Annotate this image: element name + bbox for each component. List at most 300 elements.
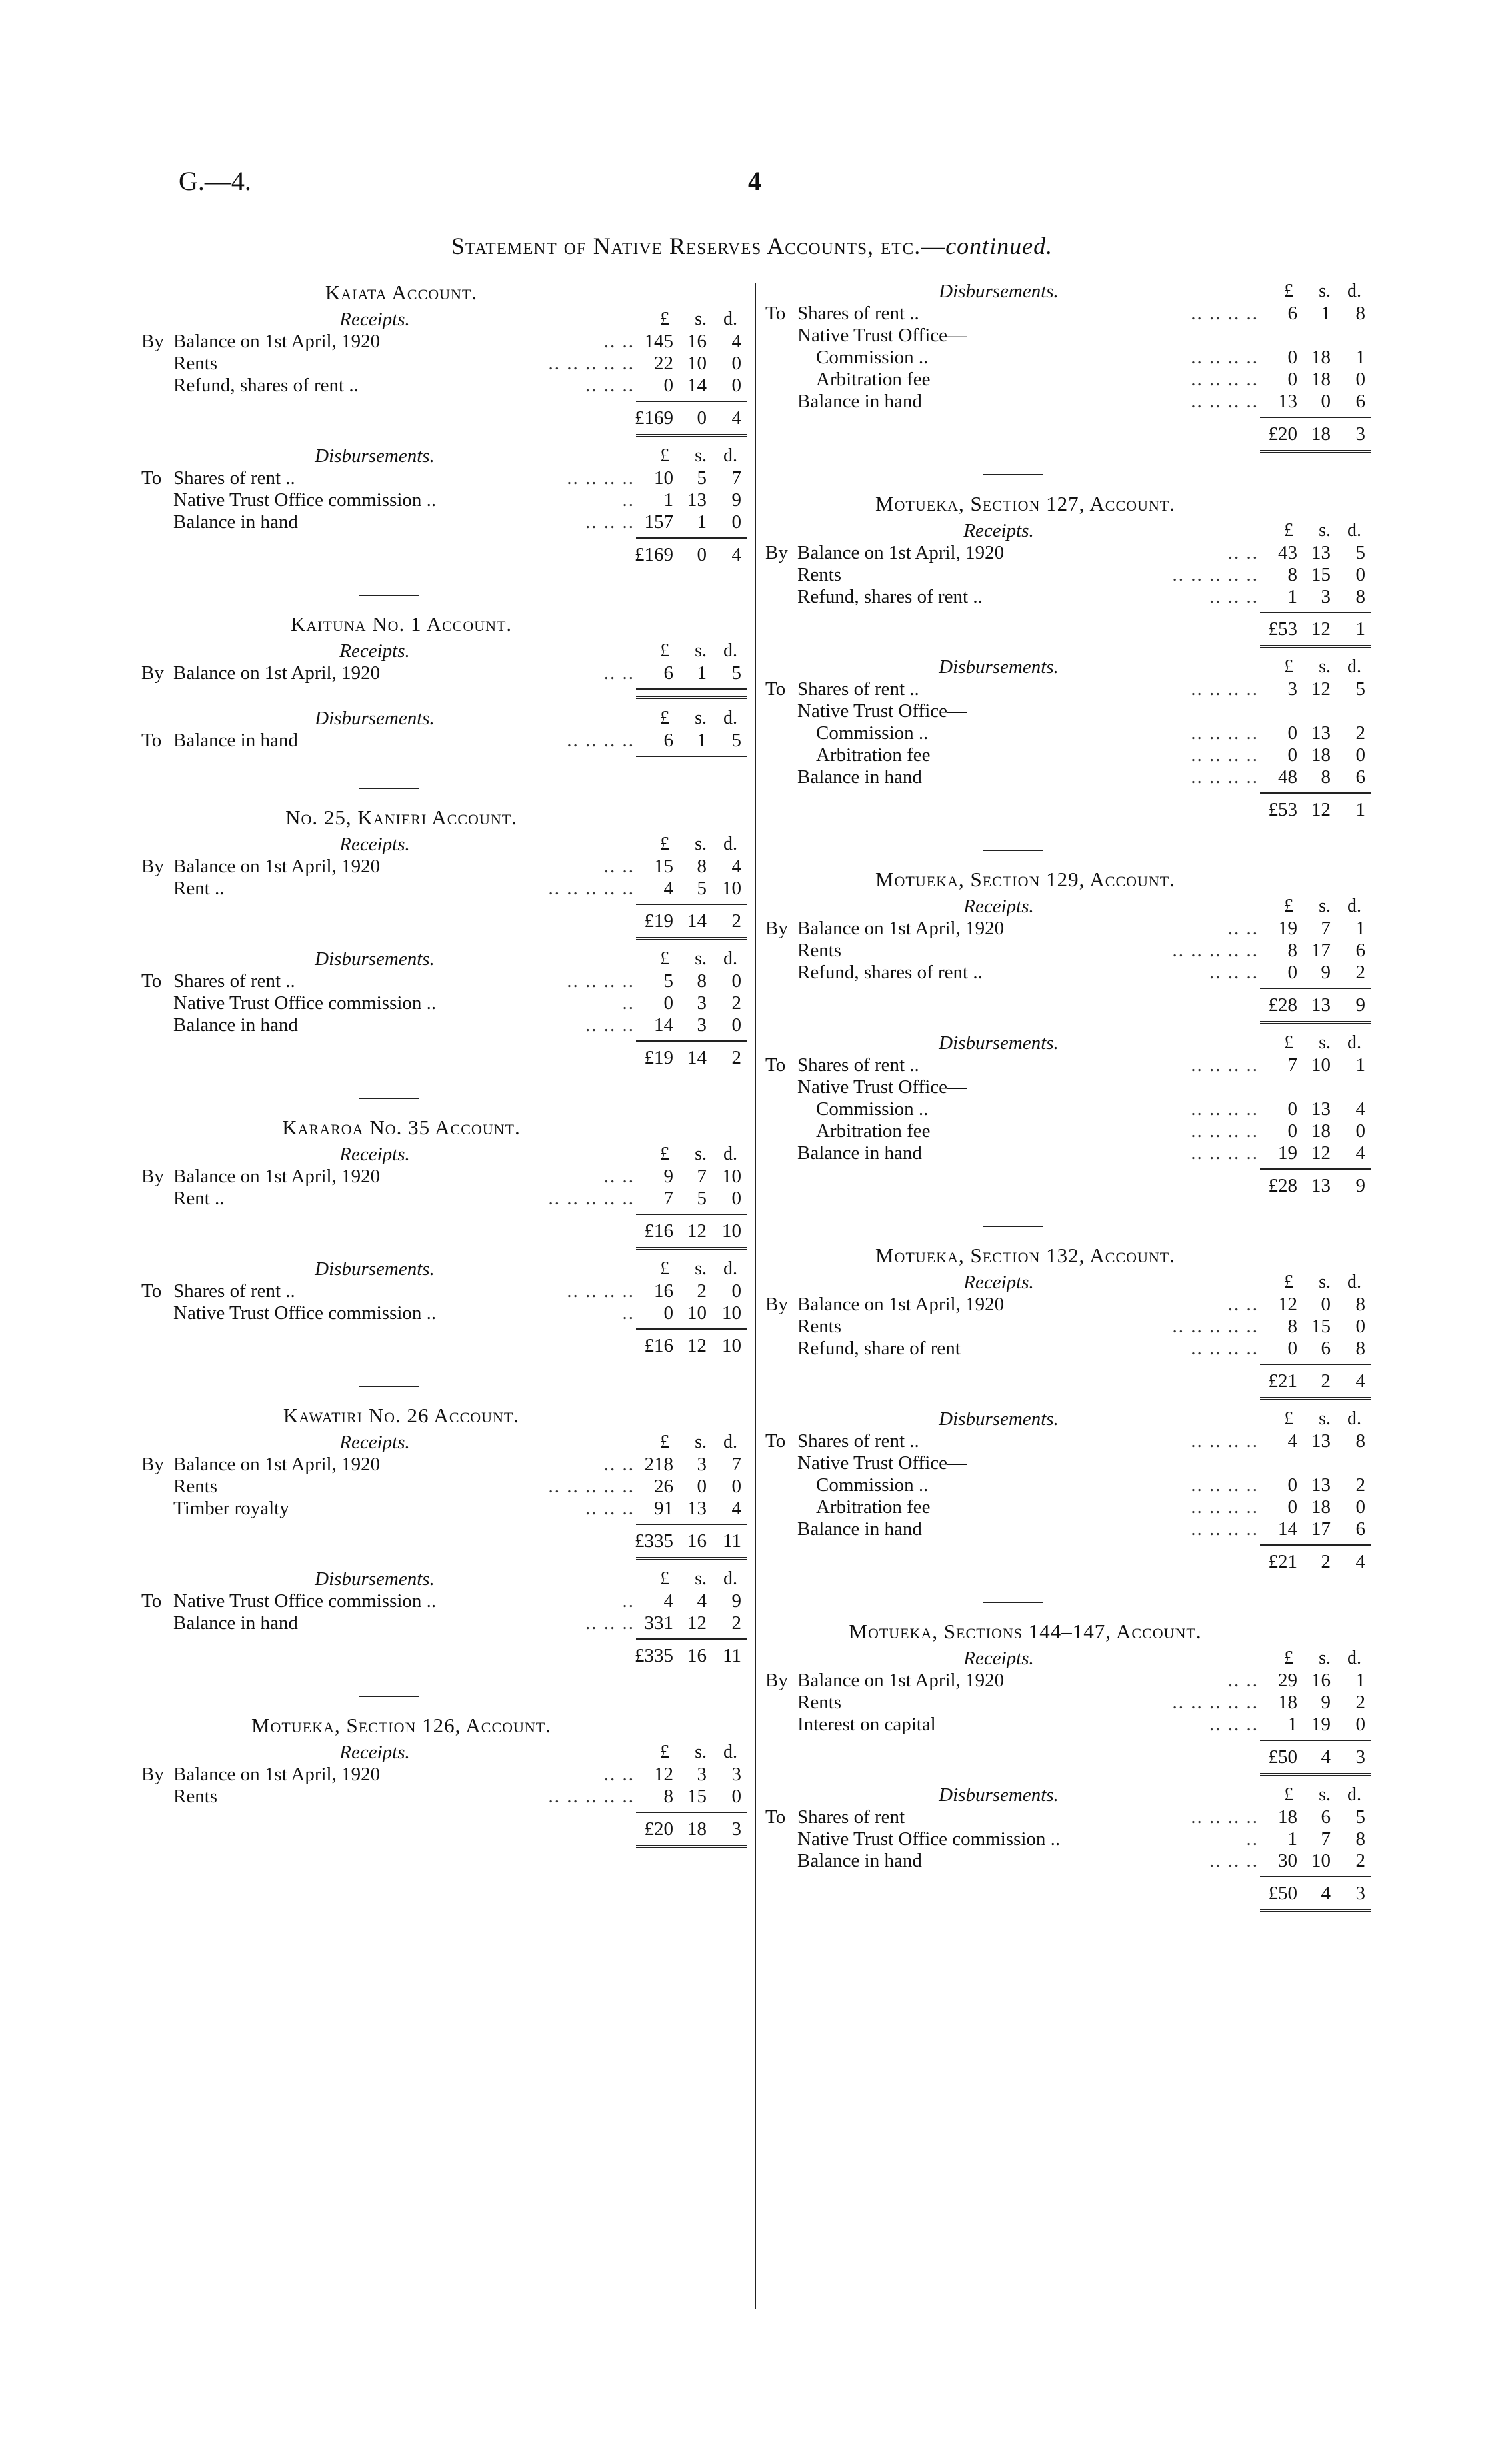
row-amount bbox=[1259, 766, 1367, 788]
row-amount-s: 15 bbox=[687, 1786, 707, 1807]
total-amount-s: 18 bbox=[687, 1818, 707, 1840]
total-amount-s: 18 bbox=[1311, 423, 1331, 445]
shilling-label: s. bbox=[1319, 1784, 1331, 1805]
row-amount-p: 19 bbox=[1278, 918, 1297, 939]
row-description: Native Trust Office— bbox=[797, 1452, 967, 1474]
total-amount-s: 13 bbox=[1311, 1175, 1331, 1196]
ledger-row bbox=[765, 564, 1372, 586]
row-description: Balance on 1st April, 1920 bbox=[797, 1670, 1005, 1691]
row-amount-p: 0 bbox=[1287, 1120, 1297, 1142]
total-amount bbox=[1259, 1551, 1367, 1573]
row-amount-d: 0 bbox=[731, 511, 741, 533]
total-rule bbox=[636, 1524, 747, 1525]
row-amount bbox=[1259, 1338, 1367, 1360]
total-rule bbox=[636, 1040, 747, 1042]
row-prefix: By bbox=[141, 1764, 164, 1785]
total-rule bbox=[636, 1328, 747, 1330]
total-amount-d: 1 bbox=[1355, 618, 1365, 640]
row-description: Arbitration fee bbox=[816, 369, 931, 390]
ledger-row bbox=[765, 1142, 1372, 1164]
row-amount-d: 4 bbox=[1355, 1098, 1365, 1120]
total-double-rule bbox=[1260, 1397, 1371, 1400]
ledger-row bbox=[765, 325, 1372, 347]
leader-dots: .. .. .. .. bbox=[1191, 347, 1259, 368]
pence-label: d. bbox=[723, 309, 737, 329]
total-amount bbox=[635, 910, 743, 932]
shilling-label: s. bbox=[1319, 1032, 1331, 1053]
row-amount-d: 5 bbox=[1355, 1806, 1365, 1828]
row-amount-p: 18 bbox=[1278, 1806, 1297, 1828]
account-block bbox=[141, 612, 748, 768]
ledger-row bbox=[765, 1430, 1372, 1452]
row-amount-p: 8 bbox=[1287, 564, 1297, 585]
shilling-label: s. bbox=[1319, 281, 1331, 301]
section-heading bbox=[765, 1784, 1372, 1806]
section-label: Receipts. bbox=[963, 1648, 1034, 1669]
account-title: Motueka, Sections 144–147, Account. bbox=[849, 1620, 1202, 1643]
total-amount bbox=[635, 1645, 743, 1667]
row-amount-s: 5 bbox=[697, 467, 707, 489]
shilling-label: s. bbox=[1319, 1408, 1331, 1429]
account-section bbox=[765, 1271, 1372, 1401]
row-description: Balance in hand bbox=[797, 1142, 922, 1164]
section-label: Receipts. bbox=[339, 1144, 410, 1165]
row-amount bbox=[1259, 722, 1367, 744]
leader-dots: .. .. .. bbox=[585, 1014, 635, 1036]
total-amount-d: 4 bbox=[1355, 1551, 1365, 1572]
pence-label: d. bbox=[1347, 1784, 1361, 1805]
row-prefix: To bbox=[141, 970, 162, 992]
section-heading bbox=[765, 280, 1372, 303]
total-amount-p: £28 bbox=[1268, 1175, 1297, 1196]
total-amount-s: 0 bbox=[697, 407, 707, 429]
ledger-row bbox=[765, 1670, 1372, 1692]
row-amount-d: 8 bbox=[1355, 1294, 1365, 1315]
row-prefix: To bbox=[141, 1280, 162, 1302]
account-title: Motueka, Section 132, Account. bbox=[875, 1244, 1175, 1267]
row-amount-s: 1 bbox=[697, 511, 707, 533]
row-amount bbox=[1259, 1692, 1367, 1714]
total-double-rule bbox=[1260, 1773, 1371, 1776]
total-amount-d: 3 bbox=[1355, 423, 1365, 445]
row-description: Rents bbox=[797, 1692, 842, 1713]
row-amount-s: 16 bbox=[1311, 1670, 1331, 1691]
row-amount bbox=[635, 375, 743, 397]
row-amount-d: 4 bbox=[731, 331, 741, 352]
ledger-row bbox=[141, 331, 748, 353]
total-amount-s: 14 bbox=[687, 910, 707, 932]
ledger-row bbox=[141, 1014, 748, 1036]
ledger-row bbox=[141, 1764, 748, 1786]
leader-dots: .. .. .. bbox=[585, 1498, 635, 1519]
row-amount-s: 13 bbox=[1311, 542, 1331, 563]
ledger-row bbox=[141, 1498, 748, 1520]
total-amount-d: 4 bbox=[731, 407, 741, 429]
total-rule bbox=[636, 688, 747, 690]
pence-label: d. bbox=[1347, 281, 1361, 301]
row-amount-p: 0 bbox=[1287, 1338, 1297, 1359]
pound-label: £ bbox=[1284, 1784, 1293, 1805]
row-amount-s: 13 bbox=[1311, 1474, 1331, 1496]
total-amount-d: 9 bbox=[1355, 994, 1365, 1016]
row-amount-p: 3 bbox=[1287, 678, 1297, 700]
page-title-continued: continued. bbox=[945, 233, 1053, 259]
total-double-rule bbox=[1260, 1578, 1371, 1580]
row-amount-p: 13 bbox=[1278, 391, 1297, 412]
pound-label: £ bbox=[1284, 656, 1293, 677]
ledger-row bbox=[141, 375, 748, 397]
row-amount bbox=[1259, 1120, 1367, 1142]
leader-dots: .. .. .. .. bbox=[1191, 303, 1259, 324]
leader-dots: .. .. .. .. bbox=[567, 970, 635, 992]
total-amount-d: 3 bbox=[1355, 1883, 1365, 1904]
row-amount bbox=[1259, 744, 1367, 766]
row-amount-p: 43 bbox=[1278, 542, 1297, 563]
total-double-rule bbox=[1260, 645, 1371, 648]
row-amount-s: 12 bbox=[1311, 1142, 1331, 1164]
ledger-row bbox=[141, 467, 748, 489]
total-rule bbox=[1260, 1740, 1371, 1741]
section-heading bbox=[765, 1032, 1372, 1054]
row-amount-p: 16 bbox=[654, 1280, 673, 1302]
pound-label: £ bbox=[1284, 281, 1293, 301]
row-amount-p: 19 bbox=[1278, 1142, 1297, 1164]
leader-dots: .. .. .. .. .. bbox=[548, 1188, 635, 1209]
ledger-row bbox=[765, 700, 1372, 722]
row-amount-p: 6 bbox=[1287, 303, 1297, 324]
row-amount-d: 5 bbox=[731, 730, 741, 751]
row-amount bbox=[635, 1476, 743, 1498]
total-amount-p: £16 bbox=[644, 1335, 673, 1356]
total-block bbox=[141, 401, 748, 438]
section-label: Disbursements. bbox=[315, 445, 435, 467]
row-amount-p: 10 bbox=[654, 467, 673, 489]
row-description: Shares of rent .. bbox=[797, 678, 919, 700]
row-description: Balance on 1st April, 1920 bbox=[797, 542, 1005, 563]
leader-dots: .. .. .. .. .. bbox=[548, 353, 635, 374]
total-amount bbox=[1259, 1883, 1367, 1905]
row-amount bbox=[1259, 586, 1367, 608]
row-amount-p: 145 bbox=[644, 331, 673, 352]
section-label: Disbursements. bbox=[939, 656, 1059, 678]
total-amount bbox=[635, 1335, 743, 1357]
ledger-row bbox=[765, 1338, 1372, 1360]
total-amount-s: 16 bbox=[687, 1645, 707, 1666]
row-amount bbox=[635, 1612, 743, 1634]
ledger-row bbox=[765, 1452, 1372, 1474]
total-amount-d: 4 bbox=[731, 544, 741, 565]
row-prefix: By bbox=[765, 1670, 788, 1691]
total-block bbox=[765, 1168, 1372, 1206]
row-amount-s: 18 bbox=[1311, 369, 1331, 390]
row-amount-d: 8 bbox=[1355, 303, 1365, 324]
row-prefix: To bbox=[141, 1590, 162, 1612]
pound-label: £ bbox=[1284, 1032, 1293, 1053]
ledger-row bbox=[141, 511, 748, 533]
total-amount-s: 4 bbox=[1321, 1746, 1331, 1768]
ledger-row bbox=[765, 744, 1372, 766]
pence-label: d. bbox=[1347, 1648, 1361, 1668]
total-amount bbox=[1259, 1370, 1367, 1392]
ledger-row bbox=[141, 1302, 748, 1324]
pound-label: £ bbox=[1284, 1648, 1293, 1668]
row-amount-s: 7 bbox=[697, 1166, 707, 1187]
pound-label: £ bbox=[660, 1144, 669, 1164]
section-heading bbox=[141, 948, 748, 970]
account-block bbox=[765, 867, 1372, 1206]
row-description: Balance on 1st April, 1920 bbox=[173, 1166, 381, 1187]
pence-label: d. bbox=[723, 1742, 737, 1762]
total-amount-p: £53 bbox=[1268, 618, 1297, 640]
row-amount bbox=[635, 1498, 743, 1520]
shilling-label: s. bbox=[695, 708, 707, 728]
row-amount-s: 1 bbox=[697, 662, 707, 684]
total-amount-d: 2 bbox=[731, 1047, 741, 1068]
ledger-row bbox=[765, 1714, 1372, 1736]
left-column bbox=[141, 280, 748, 1869]
leader-dots: .. .. bbox=[603, 1454, 635, 1475]
total-amount-p: £169 bbox=[635, 407, 673, 429]
row-amount-s: 8 bbox=[697, 970, 707, 992]
row-amount-d: 4 bbox=[1355, 1142, 1365, 1164]
total-rule bbox=[1260, 1168, 1371, 1170]
total-block bbox=[765, 988, 1372, 1025]
leader-dots: .. .. .. .. bbox=[567, 730, 635, 751]
row-amount-d: 2 bbox=[1355, 1850, 1365, 1871]
leader-dots: .. .. .. .. .. bbox=[548, 1786, 635, 1807]
row-amount bbox=[1259, 391, 1367, 413]
shilling-label: s. bbox=[695, 948, 707, 969]
row-amount-p: 15 bbox=[654, 856, 673, 877]
total-block bbox=[765, 1544, 1372, 1582]
total-amount-p: £19 bbox=[644, 910, 673, 932]
page-number: 4 bbox=[748, 166, 761, 196]
row-amount-d: 9 bbox=[731, 1590, 741, 1612]
row-amount bbox=[635, 992, 743, 1014]
account-block bbox=[765, 1619, 1372, 1913]
row-amount-s: 10 bbox=[687, 1302, 707, 1324]
total-block bbox=[141, 1812, 748, 1849]
row-amount bbox=[635, 1280, 743, 1302]
leader-dots: .. .. bbox=[1227, 1294, 1259, 1315]
section-heading bbox=[141, 833, 748, 856]
account-title: Kaituna No. 1 Account. bbox=[290, 613, 513, 636]
total-rule bbox=[636, 1214, 747, 1215]
pound-label: £ bbox=[660, 309, 669, 329]
row-amount-p: 0 bbox=[663, 375, 673, 396]
leader-dots: .. .. .. .. bbox=[1191, 744, 1259, 766]
pence-label: d. bbox=[723, 834, 737, 854]
row-amount-d: 2 bbox=[731, 992, 741, 1014]
column-divider bbox=[755, 283, 756, 2309]
total-amount-p: £53 bbox=[1268, 799, 1297, 820]
row-amount-s: 18 bbox=[1311, 1120, 1331, 1142]
pound-label: £ bbox=[660, 834, 669, 854]
row-amount-d: 10 bbox=[722, 1166, 741, 1187]
ledger-row bbox=[765, 918, 1372, 940]
ledger-row bbox=[141, 1454, 748, 1476]
row-amount-d: 8 bbox=[1355, 1430, 1365, 1452]
leader-dots: .. .. .. bbox=[585, 375, 635, 396]
row-description: Shares of rent .. bbox=[797, 1430, 919, 1452]
leader-dots: .. .. bbox=[603, 331, 635, 352]
shilling-label: s. bbox=[1319, 520, 1331, 541]
leader-dots: .. .. .. .. bbox=[1191, 1338, 1259, 1359]
row-amount bbox=[635, 1454, 743, 1476]
total-amount-d: 11 bbox=[723, 1530, 741, 1552]
row-description: Arbitration fee bbox=[816, 744, 931, 766]
row-description: Balance in hand bbox=[797, 1518, 922, 1540]
row-description: Balance in hand bbox=[797, 391, 922, 412]
leader-dots: .. .. .. .. bbox=[1191, 678, 1259, 700]
row-amount-s: 18 bbox=[1311, 347, 1331, 368]
row-amount bbox=[635, 662, 743, 684]
ledger-row bbox=[141, 489, 748, 511]
account-section bbox=[141, 833, 748, 941]
section-heading bbox=[141, 445, 748, 467]
row-amount bbox=[1259, 1430, 1367, 1452]
total-amount-d: 10 bbox=[722, 1335, 741, 1356]
row-description: Balance in hand bbox=[797, 1850, 922, 1871]
row-amount-p: 4 bbox=[1287, 1430, 1297, 1452]
ledger-row bbox=[765, 1806, 1372, 1828]
section-heading bbox=[765, 656, 1372, 678]
ledger-row bbox=[765, 940, 1372, 962]
total-amount-p: £50 bbox=[1268, 1746, 1297, 1768]
row-description: Native Trust Office— bbox=[797, 1076, 967, 1098]
total-amount-d: 11 bbox=[723, 1645, 741, 1666]
row-amount-s: 0 bbox=[1321, 1294, 1331, 1315]
shilling-label: s. bbox=[695, 640, 707, 661]
row-amount-d: 2 bbox=[1355, 1692, 1365, 1713]
section-label: Disbursements. bbox=[939, 1032, 1059, 1054]
row-amount-p: 4 bbox=[663, 1590, 673, 1612]
leader-dots: .. .. .. .. .. bbox=[548, 878, 635, 899]
total-amount-s: 0 bbox=[697, 544, 707, 565]
row-amount bbox=[635, 1188, 743, 1210]
row-amount-s: 12 bbox=[1311, 678, 1331, 700]
account-section bbox=[765, 1647, 1372, 1777]
row-amount-s: 13 bbox=[1311, 722, 1331, 744]
row-amount bbox=[1259, 1054, 1367, 1076]
section-heading bbox=[765, 1647, 1372, 1670]
row-amount bbox=[635, 1764, 743, 1786]
pence-label: d. bbox=[723, 640, 737, 661]
section-label: Receipts. bbox=[963, 896, 1034, 917]
account-title: Kawatiri No. 26 Account. bbox=[283, 1404, 520, 1427]
row-amount-p: 9 bbox=[663, 1166, 673, 1187]
ledger-row bbox=[765, 1496, 1372, 1518]
total-amount-d: 4 bbox=[1355, 1370, 1365, 1392]
section-label: Disbursements. bbox=[315, 708, 435, 729]
leader-dots: .. bbox=[622, 489, 635, 511]
leader-dots: .. .. .. .. .. bbox=[1172, 940, 1259, 961]
account-section bbox=[765, 656, 1372, 830]
row-amount-p: 6 bbox=[663, 662, 673, 684]
pence-label: d. bbox=[1347, 1032, 1361, 1053]
total-rule bbox=[636, 756, 747, 757]
ledger-row bbox=[141, 1612, 748, 1634]
row-amount-d: 0 bbox=[731, 1280, 741, 1302]
total-amount-p: £335 bbox=[635, 1530, 673, 1552]
row-amount-d: 5 bbox=[731, 662, 741, 684]
account-block bbox=[141, 1713, 748, 1849]
row-description: Commission .. bbox=[816, 722, 929, 744]
account-section bbox=[141, 308, 748, 438]
total-double-rule bbox=[636, 1672, 747, 1674]
row-amount-s: 17 bbox=[1311, 1518, 1331, 1540]
row-amount-d: 9 bbox=[731, 489, 741, 511]
row-amount-s: 7 bbox=[1321, 918, 1331, 939]
row-amount-p: 1 bbox=[1287, 1714, 1297, 1735]
row-amount-s: 19 bbox=[1311, 1714, 1331, 1735]
section-heading bbox=[141, 640, 748, 662]
total-block bbox=[141, 1214, 748, 1251]
row-amount-s: 16 bbox=[687, 331, 707, 352]
row-amount-p: 0 bbox=[1287, 1474, 1297, 1496]
row-amount-d: 0 bbox=[1355, 1120, 1365, 1142]
pence-label: d. bbox=[723, 948, 737, 969]
shilling-label: s. bbox=[695, 1742, 707, 1762]
row-amount-d: 0 bbox=[731, 353, 741, 374]
account-block bbox=[141, 1403, 748, 1676]
account-section bbox=[141, 707, 748, 768]
total-amount-p: £20 bbox=[1268, 423, 1297, 445]
row-description: Rent .. bbox=[173, 878, 225, 899]
pence-label: d. bbox=[723, 1568, 737, 1589]
row-prefix: To bbox=[765, 678, 786, 700]
row-description: Balance in hand bbox=[173, 511, 298, 533]
ledger-row bbox=[765, 542, 1372, 564]
shilling-label: s. bbox=[695, 834, 707, 854]
row-amount bbox=[635, 856, 743, 878]
row-amount bbox=[1259, 918, 1367, 940]
row-amount-p: 0 bbox=[1287, 962, 1297, 983]
pence-label: d. bbox=[723, 1258, 737, 1279]
total-amount-s: 16 bbox=[687, 1530, 707, 1552]
ledger-row bbox=[765, 678, 1372, 700]
row-amount-s: 15 bbox=[1311, 564, 1331, 585]
row-amount-p: 1 bbox=[1287, 586, 1297, 607]
total-amount-p: £21 bbox=[1268, 1551, 1297, 1572]
leader-dots: .. .. .. bbox=[1209, 1850, 1259, 1871]
section-label: Receipts. bbox=[339, 1432, 410, 1453]
row-description: Timber royalty bbox=[173, 1498, 289, 1519]
account-title: No. 25, Kanieri Account. bbox=[285, 806, 517, 829]
total-amount-s: 12 bbox=[1311, 618, 1331, 640]
shilling-label: s. bbox=[695, 309, 707, 329]
total-rule bbox=[636, 904, 747, 905]
pence-label: d. bbox=[1347, 656, 1361, 677]
account-section bbox=[765, 1784, 1372, 1913]
ledger-row bbox=[141, 878, 748, 900]
total-rule bbox=[1260, 1876, 1371, 1877]
row-amount bbox=[635, 970, 743, 992]
section-label: Disbursements. bbox=[315, 1258, 435, 1280]
ledger-row bbox=[765, 1294, 1372, 1316]
row-amount-s: 13 bbox=[687, 489, 707, 511]
pence-label: d. bbox=[1347, 896, 1361, 916]
row-description: Shares of rent bbox=[797, 1806, 905, 1828]
leader-dots: .. .. bbox=[1227, 1670, 1259, 1691]
total-double-rule bbox=[636, 764, 747, 766]
row-amount-p: 14 bbox=[654, 1014, 673, 1036]
row-prefix: By bbox=[765, 1294, 788, 1315]
total-amount bbox=[1259, 423, 1367, 445]
account-section bbox=[141, 445, 748, 575]
account-separator bbox=[983, 850, 1043, 851]
pound-label: £ bbox=[660, 1742, 669, 1762]
